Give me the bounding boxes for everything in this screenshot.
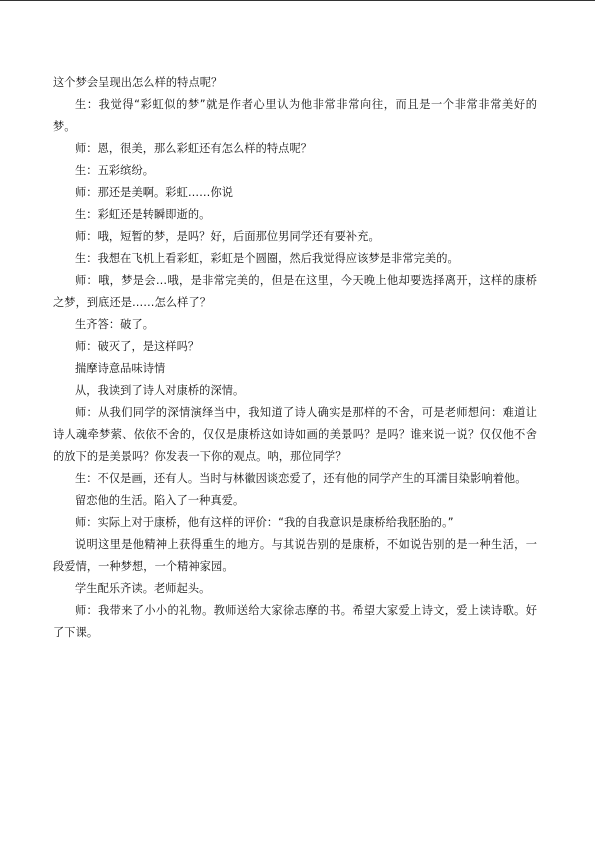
paragraph: 师：破灭了，是这样吗？	[75, 340, 200, 353]
section-heading: 揣摩诗意品味诗情	[75, 362, 166, 375]
document-body	[53, 72, 537, 644]
paragraph: 生：我想在飞机上看彩虹，彩虹是个圆圈，然后我觉得应该梦是非常完美的。	[75, 252, 459, 265]
paragraph: 留恋他的生活。陷入了一种真爱。	[75, 494, 245, 507]
paragraph: 师：实际上对于康桥，他有这样的评价：“我的自我意识是康桥给我胚胎的。”	[75, 516, 454, 529]
header-rule	[0, 0, 595, 1]
paragraph: 师：我带来了小小的礼物。教师送给大家徐志摩的书。希望大家爱上诗文，爱上读诗歌。好了下课。	[53, 604, 537, 639]
paragraph: 从，我读到了诗人对康桥的深情。	[75, 384, 245, 397]
paragraph: 学生配乐齐读。老师起头。	[75, 582, 211, 595]
paragraph: 师：那还是美啊。彩虹……你说	[75, 186, 234, 199]
paragraph: 生：彩虹还是转瞬即逝的。	[75, 208, 211, 221]
paragraph: 生齐答：破了。	[75, 318, 155, 331]
paragraph: 生：五彩缤纷。	[75, 164, 155, 177]
paragraph: 生：我觉得“彩虹似的梦”就是作者心里认为他非常非常向往，而且是一个非常非常美好的梦。	[53, 98, 537, 133]
paragraph: 生：不仅是画，还有人。当时与林徽因谈恋爱了，还有他的同学产生的耳濡目染影响着他。	[75, 472, 527, 485]
paragraph: 说明这里是他精神上获得重生的地方。与其说告别的是康桥，不如说告别的是一种生活，一段爱情，一种梦想，一个精神家园。	[53, 538, 537, 573]
paragraph: 这个梦会呈现出怎么样的特点呢？	[53, 76, 223, 89]
paragraph: 师：哦，短暂的梦，是吗？好，后面那位男同学还有要补充。	[75, 230, 380, 243]
paragraph: 师：恩，很美，那么彩虹还有怎么样的特点呢？	[75, 142, 313, 155]
paragraph: 师：从我们同学的深情演绎当中，我知道了诗人确实是那样的不舍，可是老师想问：难道让诗人魂牵梦萦、依依不舍的，仅仅是康桥这如诗如画的美景吗？是吗？谁来说一说？仅仅他不舍的放下的是美景吗？你发表一下你的观点。呐，那位同学？	[53, 406, 537, 463]
paragraph: 师：哦，梦是会…哦，是非常完美的，但是在这里，今天晚上他却要选择离开，这样的康桥之梦，到底还是……怎么样了？	[53, 274, 537, 309]
